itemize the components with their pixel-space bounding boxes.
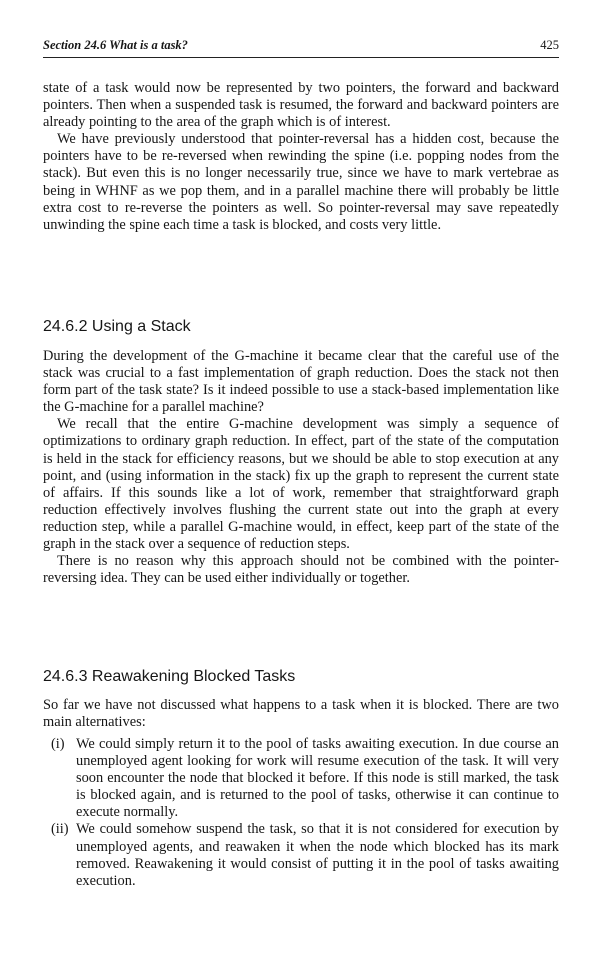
reawakening-intro xyxy=(43,697,559,731)
paragraph: There is no reason why this approach should not be combined with the pointer-reversing idea. They can be used either individually or together. xyxy=(43,553,559,587)
list-item-text: We could simply return it to the pool of tasks awaiting execution. In due course an unemployed agent looking for work will resume execution of the task. It will very soon encounter the node that blocked it before. If this node is still marked, the task is blocked again, and is returned to the pool of tasks, otherwise it can continue to execute normally. xyxy=(76,736,559,821)
intro-block xyxy=(43,80,559,234)
running-header xyxy=(43,38,559,56)
section-title: Section 24.6 What is a task? xyxy=(43,38,188,52)
list-item xyxy=(43,736,559,821)
section-heading-reawakening-blocked-tasks: 24.6.3 Reawakening Blocked Tasks xyxy=(43,668,296,685)
paragraph: So far we have not discussed what happens to a task when it is blocked. There are two main alternatives: xyxy=(43,697,559,731)
paragraph: We recall that the entire G-machine development was simply a sequence of optimizations to ordinary graph reduction. In effect, part of the state of the computation is held in the stack for efficiency reasons, but we should be able to stop execution at any point, and (using information in the stack) fix up the graph to represent the current state of affairs. If this sounds like a lot of work, remember that straightforward graph reduction effectively involves flushing the current state out into the graph at every reduction step, while a parallel G-machine would, in effect, keep part of the state of the graph in the stack over a sequence of reduction steps. xyxy=(43,416,559,553)
alternatives-list xyxy=(43,736,559,890)
section-heading-using-a-stack: 24.6.2 Using a Stack xyxy=(43,318,191,335)
list-marker: (i) xyxy=(51,736,65,752)
page-number: 425 xyxy=(540,38,559,52)
paragraph: state of a task would now be represented by two pointers, the forward and backward pointers. Then when a suspended task is resumed, the forward and backward pointers are already pointing to the area of the graph which is of interest. xyxy=(43,80,559,131)
paragraph: We have previously understood that pointer-reversal has a hidden cost, because the pointers have to be re-reversed when rewinding the spine (i.e. popping nodes from the stack). But even this is no longer necessarily true, since we have to mark vertebrae as being in WHNF as we pop them, and in a parallel machine there will probably be little extra cost to re-reverse the pointers as well. So pointer-reversal may save repeatedly unwinding the spine each time a task is blocked, and costs very little. xyxy=(43,131,559,233)
paragraph: During the development of the G-machine it became clear that the careful use of the stack was crucial to a fast implementation of graph reduction. Does the stack not then form part of the task state? Is it indeed possible to use a stack-based implementation like the G-machine for a parallel machine? xyxy=(43,348,559,416)
header-rule xyxy=(43,57,559,58)
using-a-stack-body xyxy=(43,348,559,587)
list-item-text: We could somehow suspend the task, so that it is not considered for execution by unemployed agents, and reawaken it when the node which blocked has its mark removed. Reawakening it would consist of putting it in the pool of tasks awaiting execution. xyxy=(76,821,559,889)
list-item xyxy=(43,821,559,889)
list-marker: (ii) xyxy=(51,821,69,838)
